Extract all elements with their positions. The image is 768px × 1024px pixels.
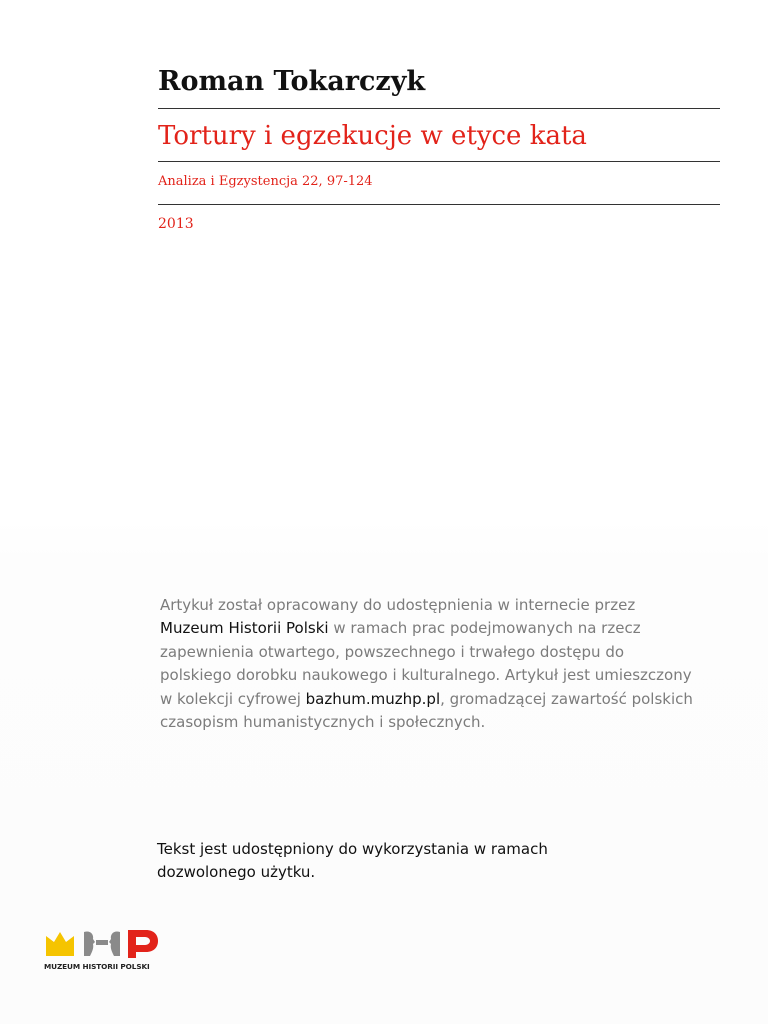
usage-line: dozwolonego użytku. xyxy=(157,863,316,881)
notice-line xyxy=(160,617,720,640)
usage-statement xyxy=(157,838,717,884)
article-title: Tortury i egzekucje w etyce kata xyxy=(158,121,587,151)
logo-h-left-shape xyxy=(84,931,95,956)
article-source: Analiza i Egzystencja 22, 97-124 xyxy=(158,174,373,189)
collection-link[interactable]: bazhum.muzhp.pl xyxy=(305,689,441,708)
document-header xyxy=(158,62,720,233)
author-name: Roman Tokarczyk xyxy=(158,66,426,97)
logo-caption: MUZEUM HISTORII POLSKI xyxy=(44,962,150,971)
logo-h-bar-shape xyxy=(96,940,108,945)
usage-line: Tekst jest udostępniony do wykorzystania w ramach xyxy=(157,840,548,858)
institution-name: Muzeum Historii Polski xyxy=(160,619,329,638)
publication-year: 2013 xyxy=(158,216,194,232)
notice-line: czasopism humanistycznych i społecznych. xyxy=(160,713,486,732)
logo-h-right-shape xyxy=(109,931,120,956)
mhp-logo-icon xyxy=(44,926,164,962)
notice-line: polskiego dorobku naukowego i kulturalnego. Artykuł jest umieszczony xyxy=(160,666,692,685)
notice-line xyxy=(160,688,720,711)
notice-text: w ramach prac podejmowanych na rzecz xyxy=(328,619,641,638)
logo-p-shape xyxy=(128,930,158,958)
museum-logo xyxy=(44,926,164,976)
notice-text: w kolekcji cyfrowej xyxy=(160,689,306,708)
notice-line: Artykuł został opracowany do udostępnienia w internecie przez xyxy=(160,596,636,614)
notice-line: zapewnienia otwartego, powszechnego i trwałego dostępu do xyxy=(160,642,625,661)
publication-notice xyxy=(160,594,720,734)
notice-text: , gromadzącej zawartość polskich xyxy=(440,689,693,708)
logo-m-shape xyxy=(46,932,74,956)
